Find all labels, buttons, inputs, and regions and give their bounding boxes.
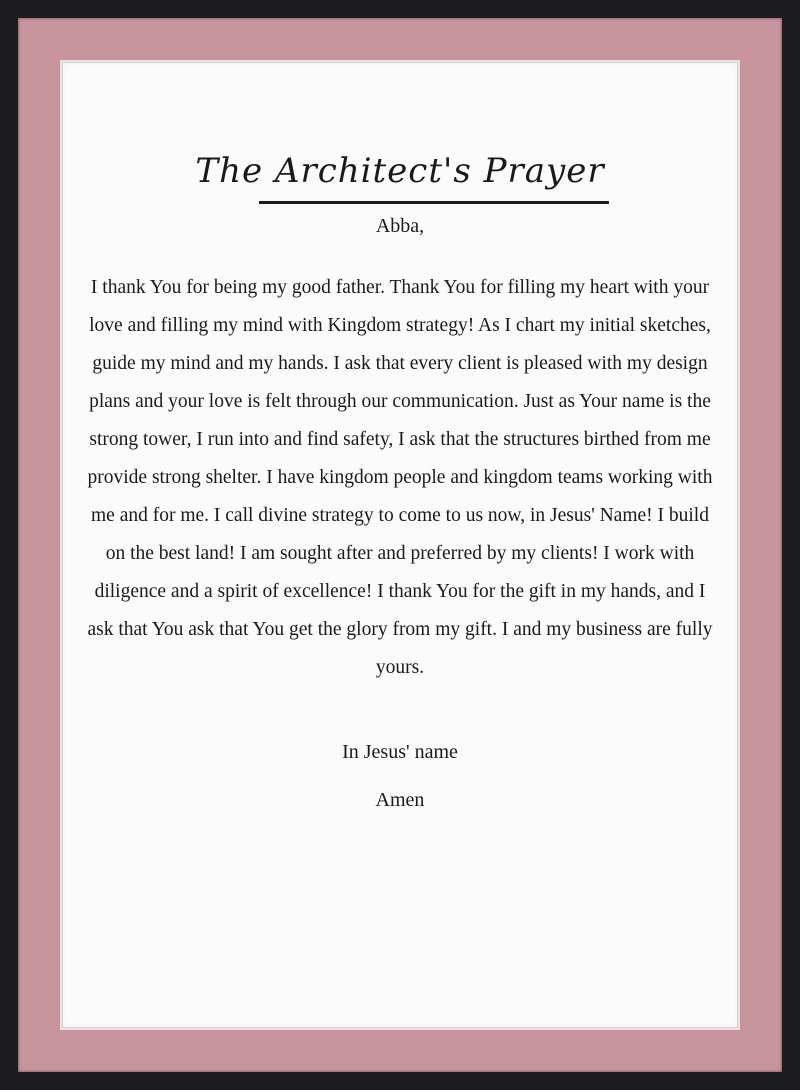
closing-line: In Jesus' name	[342, 741, 458, 763]
prayer-page	[62, 62, 738, 1028]
salutation: Abba,	[375, 215, 425, 237]
amen-line: Amen	[375, 789, 425, 811]
frame-mat	[18, 18, 782, 1072]
title-underline	[259, 201, 609, 204]
prayer-body: I thank You for being my good father. Thank You for filling my heart with your love and filling my mind with Kingdom strategy! As I chart my initial sketches, guide my mind and my hands. I ask that every client is pleased with my design plans and your love is felt through our communication. Just as Your name is the strong tower, I run into and find safety, I ask that the structures birthed from me provide strong shelter. I have kingdom people and kingdom teams working with me and for me. I call divine strategy to come to us now, in Jesus' Name! I build on the best land! I am sought after and preferred by my clients! I work with diligence and a spirit of excellence! I thank You for the gift in my hands, and I ask that You ask that You get the glory from my gift. I and my business are fully yours.	[87, 277, 713, 678]
prayer-title: The Architect's Prayer	[195, 151, 605, 191]
